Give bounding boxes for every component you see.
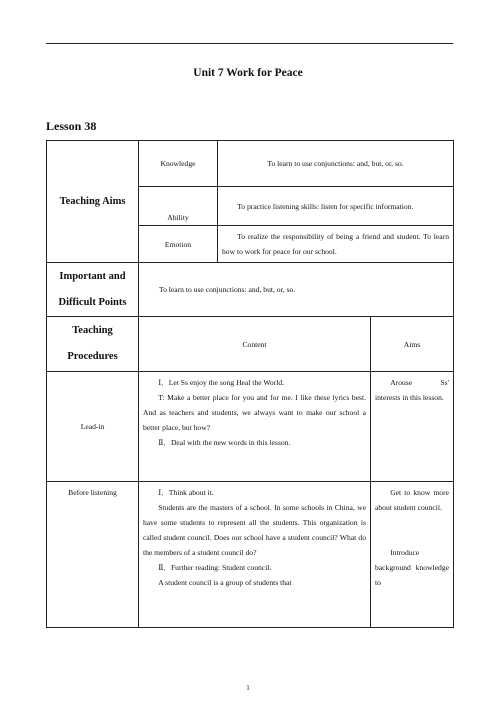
lead-in-content (139, 372, 371, 482)
content-line: Students are the masters of a school. In some schools in China, we have some students to represent all the students. This organization is called student council. Does our school have a student council? What do the members of a student council do? (143, 503, 366, 557)
aim-line: Arouse Ss' interests in this lesson. (375, 378, 449, 402)
procedures-label (47, 317, 139, 372)
procedures-label-line2: Procedures (67, 351, 118, 362)
points-text: To learn to use conjunctions: and, but, or, so. (139, 263, 454, 317)
aims-header: Aims (371, 317, 454, 372)
aim-text-emotion: To realize the responsibility of being a friend and student. To learn how to work for peace for our school. (218, 226, 454, 263)
content-line: T: Make a better place for you and for me. I like these lyrics best. And as teachers and students, we always want to make our school a better place, but how? (143, 393, 366, 432)
aim-text-ability: To practice listening skills: listen for specific information. (218, 187, 454, 226)
header-rule (46, 43, 453, 44)
aim-type-emotion: Emotion (139, 226, 218, 263)
stage-lead-in: Lead-in (47, 372, 139, 482)
aim-line: Introduce background knowledge to (375, 548, 449, 587)
document-title: Unit 7 Work for Peace (193, 67, 303, 79)
aim-line: Get to know more about student council. (375, 488, 449, 512)
points-label-line2: Difficult Points (58, 296, 127, 308)
lesson-plan-table (46, 140, 454, 628)
before-listening-content (139, 482, 371, 628)
page-number: 1 (246, 684, 250, 692)
content-line: Ⅰ．Let Ss enjoy the song Heal the World. (158, 378, 285, 387)
content-line: Ⅰ．Think about it. (158, 488, 214, 497)
content-line: Ⅱ．Deal with the new words in this lesson. (158, 438, 291, 447)
before-listening-aims (371, 482, 454, 628)
teaching-aims-label: Teaching Aims (47, 141, 139, 263)
points-label-line1: Important and (59, 270, 126, 282)
lesson-heading: Lesson 38 (46, 119, 97, 133)
content-header: Content (139, 317, 371, 372)
aim-type-knowledge: Knowledge (139, 141, 218, 187)
content-line: A student council is a group of students that (158, 578, 292, 587)
lead-in-aims (371, 372, 454, 482)
aim-type-ability: Ability (139, 187, 218, 226)
content-line: Ⅱ．Further reading: Student council. (158, 563, 272, 572)
stage-before-listening: Before listening (47, 482, 139, 628)
procedures-label-line1: Teaching (72, 325, 113, 336)
aim-text-knowledge: To learn to use conjunctions: and, but, or, so. (218, 141, 454, 187)
points-label (47, 263, 139, 317)
